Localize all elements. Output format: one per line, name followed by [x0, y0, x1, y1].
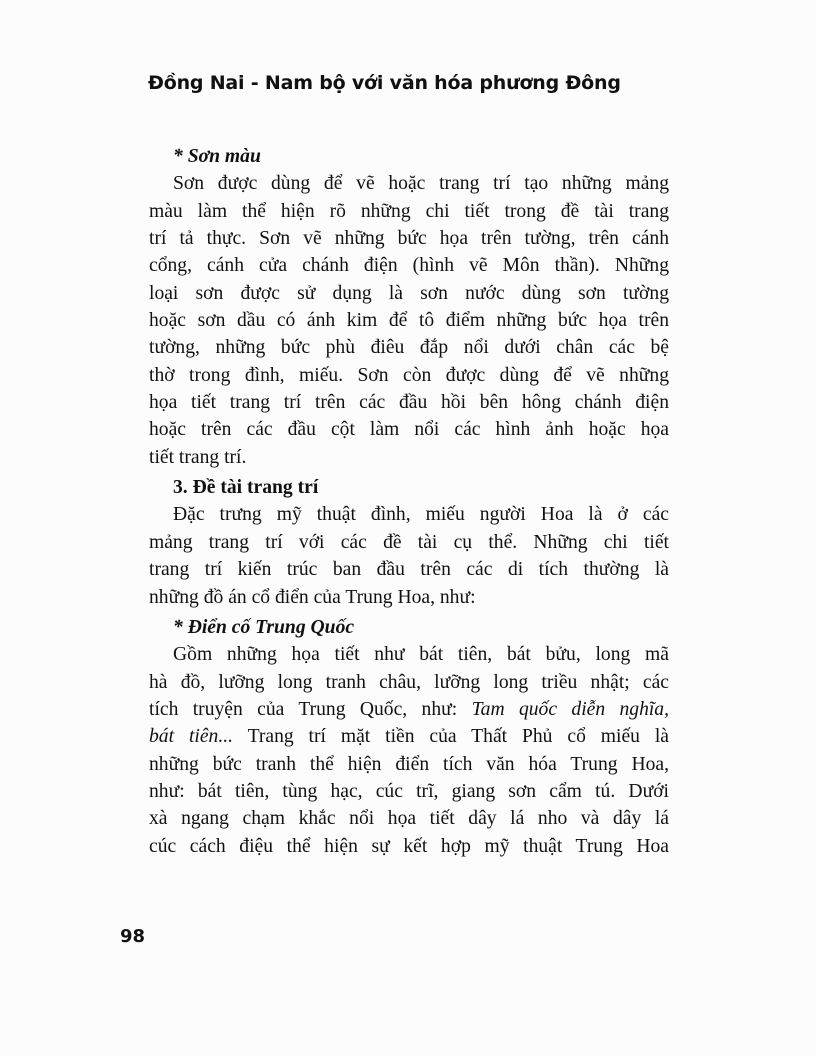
- text-line: [149, 723, 669, 750]
- text-line: [149, 252, 669, 279]
- text-segment: Đặc trưng mỹ thuật đình, miếu người Hoa là ở các: [173, 504, 669, 526]
- text-line: [149, 669, 669, 696]
- running-title: Đồng Nai - Nam bộ với văn hóa phương Đông: [148, 72, 621, 94]
- section-heading: [149, 143, 669, 170]
- section-heading: [149, 474, 669, 501]
- text-segment: tường, những bức phù điêu đắp nổi dưới chân các bệ: [149, 337, 669, 359]
- text-line: [149, 805, 669, 832]
- text-segment: mảng trang trí với các đề tài cụ thể. Những chi tiết: [149, 531, 669, 553]
- text-segment: loại sơn được sử dụng là sơn nước dùng sơn tường: [149, 282, 669, 304]
- text-line: [149, 389, 669, 416]
- text-line: [149, 362, 669, 389]
- text-line: [149, 280, 669, 307]
- text-line: [149, 641, 669, 668]
- text-line: [149, 416, 669, 443]
- text-line: [149, 529, 669, 556]
- text-segment: Gồm những họa tiết như bát tiên, bát bửu, long mã: [173, 644, 669, 666]
- text-segment: trí tả thực. Sơn vẽ những bức họa trên tường, trên cánh: [149, 228, 669, 250]
- text-line: [149, 198, 669, 225]
- text-segment: màu làm thể hiện rõ những chi tiết trong đề tài trang: [149, 200, 669, 222]
- text-segment: họa tiết trang trí trên các đầu hồi bên hông chánh điện: [149, 392, 669, 414]
- text-line: [149, 778, 669, 805]
- italic-text: bát tiên...: [149, 726, 234, 748]
- text-segment: tiết trang trí.: [149, 446, 247, 468]
- page-number: 98: [120, 926, 146, 947]
- body-text: [149, 143, 669, 860]
- text-segment: những bức tranh thể hiện điển tích văn hóa Trung Hoa,: [149, 753, 669, 775]
- text-line: [149, 444, 669, 471]
- text-segment: xà ngang chạm khắc nổi họa tiết dây lá nho và dây lá: [149, 808, 669, 830]
- text-segment: cổng, cánh cửa chánh điện (hình vẽ Môn thần). Những: [149, 255, 669, 277]
- text-line: [149, 225, 669, 252]
- section-heading: [149, 614, 669, 641]
- text-segment: Sơn được dùng để vẽ hoặc trang trí tạo những mảng: [173, 173, 669, 195]
- text-line: [149, 307, 669, 334]
- text-segment: như: bát tiên, tùng hạc, cúc trĩ, giang sơn cẩm tú. Dưới: [149, 780, 669, 802]
- text-line: [149, 584, 669, 611]
- text-segment: cúc cách điệu thể hiện sự kết hợp mỹ thuật Trung Hoa: [149, 835, 669, 857]
- italic-text: Tam quốc diễn nghĩa,: [471, 698, 670, 720]
- text-line: [149, 696, 669, 723]
- text-line: [149, 556, 669, 583]
- text-segment: tích truyện của Trung Quốc, như:: [149, 698, 472, 720]
- text-segment: Trang trí mặt tiền của Thất Phủ cổ miếu là: [233, 726, 669, 748]
- text-segment: thờ trong đình, miếu. Sơn còn được dùng để vẽ những: [149, 364, 669, 386]
- text-line: [149, 501, 669, 528]
- text-line: [149, 833, 669, 860]
- text-line: [149, 170, 669, 197]
- text-segment: hoặc trên các đầu cột làm nổi các hình ảnh hoặc họa: [149, 419, 669, 441]
- text-segment: * Điển cố Trung Quốc: [173, 616, 355, 638]
- text-line: [149, 334, 669, 361]
- text-segment: hoặc sơn dầu có ánh kim để tô điểm những bức họa trên: [149, 310, 669, 332]
- text-segment: * Sơn màu: [173, 146, 261, 167]
- text-segment: hà đồ, lưỡng long tranh châu, lưỡng long triều nhật; các: [149, 671, 669, 693]
- text-segment: trang trí kiến trúc ban đầu trên các di tích thường là: [149, 559, 669, 581]
- text-segment: 3. Đề tài trang trí: [173, 477, 319, 499]
- text-line: [149, 751, 669, 778]
- text-segment: những đồ án cổ điển của Trung Hoa, như:: [149, 586, 476, 608]
